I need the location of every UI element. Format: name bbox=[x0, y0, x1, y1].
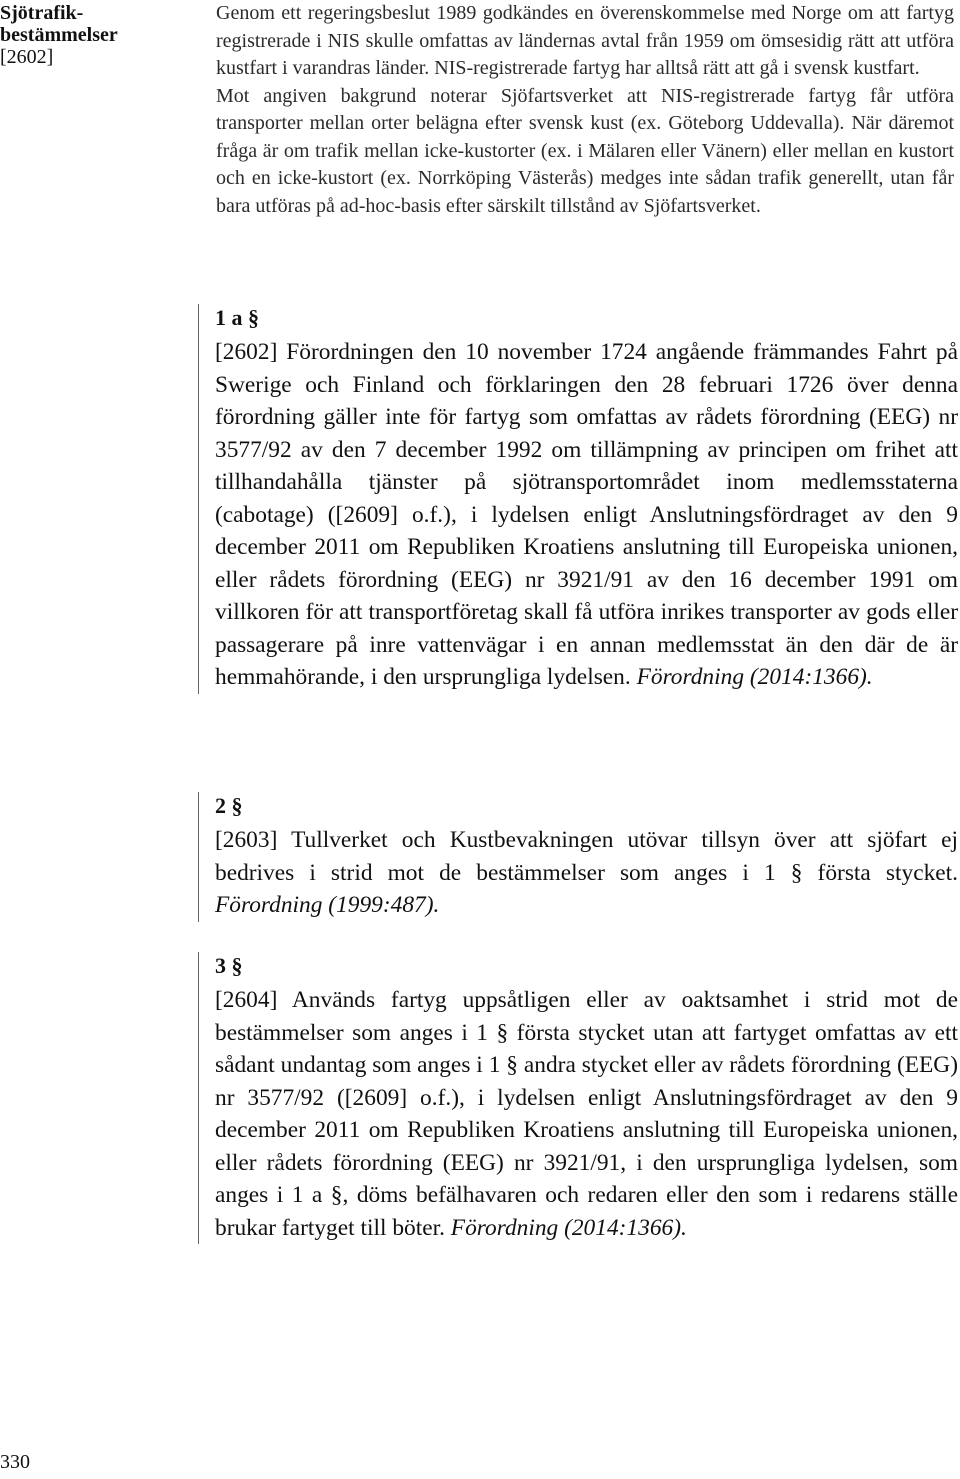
section-3 bbox=[198, 952, 958, 1244]
note-paragraph-2: Mot angiven bakgrund noterar Sjöfartsverket att NIS-registrerade fartyg får utföra transporter mellan orter belägna efter svensk kust (ex. Göteborg Uddevalla). När däremot fråga är om trafik mellan icke-kustorter (ex. i Mälaren eller Vänern) eller mellan en kustort och en icke-kustort (ex. Norrköping Västerås) medges inte sådan trafik generellt, utan får bara utföras på ad-hoc-basis efter särskilt tillstånd av Sjöfartsverket. bbox=[216, 84, 954, 217]
margin-title-line2: bestämmelser bbox=[0, 24, 118, 46]
section-body bbox=[215, 336, 958, 694]
margin-title-line1: Sjötrafik- bbox=[0, 2, 84, 24]
section-2 bbox=[198, 792, 958, 922]
section-heading: 3 § bbox=[215, 953, 243, 978]
section-body bbox=[215, 824, 958, 922]
section-text: [2602] Förordningen den 10 november 1724 angående främmandes Fahrt på Swerige och Finland och förklaringen den 28 februari 1726 över denna förordning gäller inte för fartyg som omfattas av rådets förordning (EEG) nr 3577/92 av den 7 december 1992 om tillämpning av principen om frihet att tillhandahålla tjänster på sjötransportområdet inom medlemsstaterna (cabotage) ([2609] o.f.), i lydelsen enligt Anslutningsfördraget av den 9 december 2011 om Republiken Kroatiens anslutning till Europeiska unionen, eller rådets förordning (EEG) nr 3921/91 av den 16 december 1991 om villkoren för att transportföretag skall få utföra inrikes transporter av gods eller passagerare på inre vattenvägar i en annan medlemsstat än den där de är hemmahörande, i den ursprungliga lydelsen. bbox=[215, 339, 958, 690]
amendment-reference: Förordning (2014:1366). bbox=[450, 1214, 687, 1241]
section-body bbox=[215, 984, 958, 1244]
section-text: [2603] Tullverket och Kustbevakningen utövar tillsyn över att sjöfart ej bedrives i strid mot de bestämmelser som anges i 1 § första stycket. bbox=[215, 827, 958, 886]
editorial-note bbox=[216, 0, 954, 220]
margin-note bbox=[0, 2, 160, 68]
amendment-reference: Förordning (2014:1366). bbox=[636, 664, 873, 690]
section-heading: 1 a § bbox=[215, 305, 259, 330]
note-paragraph-1: Genom ett regeringsbeslut 1989 godkändes en överenskommelse med Norge om att fartyg registrerade i NIS skulle omfattas av ländernas avtal från 1959 om ömsesidig rätt att utföra kustfart i varandras länder. NIS-registrerade fartyg har alltså rätt att gå i svensk kustfart. bbox=[216, 2, 954, 79]
section-1a bbox=[198, 304, 958, 694]
section-heading: 2 § bbox=[215, 793, 243, 818]
page-number: 330 bbox=[0, 1451, 30, 1473]
section-text: [2604] Används fartyg uppsåtligen eller av oaktsamhet i strid mot de bestämmelser som anges i 1 § första stycket utan att fartyget omfattas av ett sådant undantag som anges i 1 § andra stycket eller av rådets förordning (EEG) nr 3577/92 ([2609] o.f.), i lydelsen enligt Anslutningsfördraget av den 9 december 2011 om Republiken Kroatiens anslutning till Europeiska unionen, eller rådets förordning (EEG) nr 3921/91, i den ursprungliga lydelsen, som anges i 1 a §, döms befälhavaren och redaren eller den som i redarens ställe brukar fartyget till böter. bbox=[215, 987, 958, 1241]
amendment-reference: Förordning (1999:487). bbox=[215, 892, 440, 918]
margin-reference: [2602] bbox=[0, 46, 54, 68]
